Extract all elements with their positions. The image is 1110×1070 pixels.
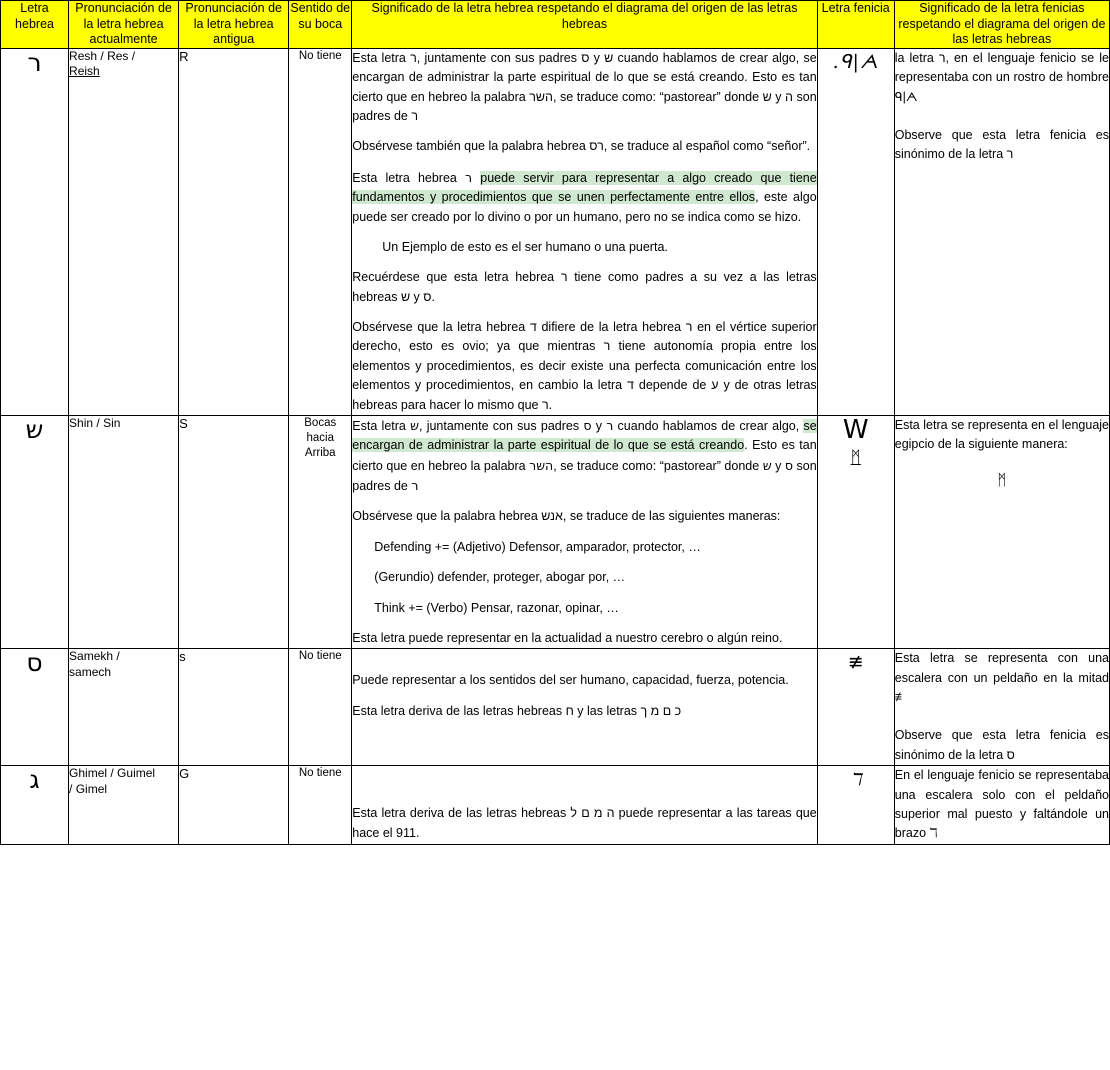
phoenician-letter-shin [817, 415, 894, 648]
phoenician-meaning-paragraph: Esta letra se representa con una escalera con un peldaño en la mitad ≢ [894, 651, 1109, 704]
phoenician-glyph: ℸ [850, 770, 862, 791]
meaning-paragraph: Puede representar a los sentidos del ser humano, capacidad, fuerza, potencia. [352, 673, 789, 688]
column-header-significado-hebrea: Significado de la letra hebrea respetando el diagrama del origen de las letras hebreas [352, 1, 817, 49]
highlighted-text: se encargan de administrar la parte espiritual de lo que se está creando [352, 418, 817, 453]
meaning-paragraph: Recuérdese que esta letra hebrea ר tiene como padres a su vez a las letras hebreas ש y ס. [352, 270, 817, 304]
pronunciation-ancient-shin: S [179, 415, 289, 648]
column-header-letra-hebrea: Letra hebrea [1, 1, 69, 49]
meaning-hebrew-shin [352, 415, 817, 648]
pronunciation-current-resh [69, 48, 179, 415]
meaning-paragraph-list-item: (Gerundio) defender, proteger, abogar por, … [374, 570, 626, 585]
pronunciation-current-shin: Shin / Sin [69, 415, 179, 648]
column-header-sentido-boca: Sentido de su boca [289, 1, 352, 49]
egyptian-glyph-display [895, 469, 1109, 492]
meaning-paragraph: Obsérvese que la letra hebrea ד difiere de la letra hebrea ר en el vértice superior derecho, esto es ovio; ya que mientras ר tiene autonomía propia entre los elementos y procedimientos, es decir existe una perfecta comunicación entre los elementos y procedimientos, en cambio la letra ד depende de ע y de otras letras hebreas para hacer lo mismo que ר. [352, 320, 817, 412]
egyptian-glyph: ᛗ [850, 448, 861, 469]
pronunciation-current-ghimel: Ghimel / Guimel / Gimel [69, 766, 179, 845]
hebrew-letter-resh: ר [1, 48, 69, 415]
hebrew-letter-samekh: ס [1, 649, 69, 766]
phoenician-glyph: W [842, 414, 869, 445]
header-row [1, 1, 1110, 49]
meaning-paragraph-example: Un Ejemplo de esto es el ser humano o una puerta. [382, 239, 668, 254]
meaning-paragraph-list-item: Defending += (Adjetivo) Defensor, amparador, protector, … [374, 539, 701, 554]
meaning-paragraph: Obsérvese que la palabra hebrea אנש, se traduce de las siguientes maneras: [352, 509, 781, 524]
phoenician-glyph: .ᑫ|ᗅ [832, 50, 879, 73]
highlighted-text: puede servir para representar a algo creado que tiene fundamentos y procedimientos que se unen perfectamente entre ellos [352, 170, 817, 205]
egyptian-glyph-text: ᛗ [997, 470, 1007, 489]
column-header-significado-fenicia: Significado de la letra fenicias respetando el diagrama del origen de las letras hebreas [894, 1, 1109, 49]
hebrew-letter-ghimel: ג [1, 766, 69, 845]
table-header [1, 1, 1110, 49]
meaning-hebrew-resh [352, 48, 817, 415]
meaning-paragraph-list-item: Think += (Verbo) Pensar, razonar, opinar, … [374, 600, 619, 615]
mouth-sense-ghimel: No tiene [289, 766, 352, 845]
phoenician-meaning-paragraph: la letra ר, en el lenguaje fenicio se le representaba con un rostro de hombre ᑫ|ᗅ [894, 50, 1109, 104]
spacer [895, 118, 1109, 126]
phoenician-letter-samekh [817, 649, 894, 766]
mouth-sense-shin: Bocas hacia Arriba [289, 415, 352, 648]
table-row [1, 415, 1110, 648]
phoenician-meaning-paragraph: Observe que esta letra fenicia es sinónimo de la letra ס [894, 728, 1109, 762]
column-header-letra-fenicia: Letra fenicia [817, 1, 894, 49]
meaning-paragraph: Obsérvese también que la palabra hebrea רס, se traduce al español como “señor”. [352, 139, 811, 154]
meaning-phoenician-shin [894, 415, 1109, 648]
table-row [1, 48, 1110, 415]
meaning-phoenician-resh [894, 48, 1109, 415]
pronunciation-ancient-samekh: s [179, 649, 289, 766]
phoenician-meaning-paragraph: Esta letra se representa en el lenguaje egipcio de la siguiente manera: [894, 417, 1109, 452]
column-header-pronunciacion-antigua: Pronunciación de la letra hebrea antigua [179, 1, 289, 49]
phoenician-meaning-paragraph: Observe que esta letra fenicia es sinónimo de la letra ר [894, 128, 1109, 162]
meaning-paragraph-highlighted: Esta letra hebrea ר puede servir para representar a algo creado que tiene fundamentos y procedimientos que se unen perfectamente entre ellos, este algo puede ser creado por lo divino o por un humano, pero no se indica como se hizo. [352, 169, 817, 224]
pronunciation-ancient-resh: R [179, 48, 289, 415]
meaning-paragraph-highlighted: Esta letra ש, juntamente con sus padres ס y ר cuando hablamos de crear algo, se encargan de administrar la parte espiritual de lo que se está creando. Esto es tan cierto que en hebreo la palabra השר, se traduce como: “pastorear” donde ש y ס son padres de ר [352, 417, 817, 493]
phoenician-letter-resh [817, 48, 894, 415]
mouth-sense-samekh: No tiene [289, 649, 352, 766]
mouth-sense-resh: No tiene [289, 48, 352, 415]
meaning-phoenician-ghimel [894, 766, 1109, 845]
spacer [895, 718, 1109, 726]
meaning-phoenician-samekh [894, 649, 1109, 766]
table-body [1, 48, 1110, 844]
pronunciation-ancient-ghimel: G [179, 766, 289, 845]
meaning-hebrew-samekh [352, 649, 817, 766]
phoenician-letter-ghimel [817, 766, 894, 845]
pronunciation-current-samekh: Samekh / samech [69, 649, 179, 766]
table-row [1, 649, 1110, 766]
meaning-hebrew-ghimel [352, 766, 817, 845]
meaning-paragraph: Esta letra ר, juntamente con sus padres ס y ש cuando hablamos de crear algo, se encargan de administrar la parte espiritual de lo que se está creando. Esto es tan cierto que en hebreo la palabra השר, se traduce como: “pastorear” donde ש y ה son padres de ר [352, 50, 817, 123]
column-header-pronunciacion-actual: Pronunciación de la letra hebrea actualmente [69, 1, 179, 49]
meaning-paragraph: Esta letra deriva de las letras hebreas ה מ ם ל puede representar a las tareas que hace el 911. [352, 806, 817, 840]
phoenician-meaning-paragraph: En el lenguaje fenicio se representaba una escalera solo con el peldaño superior mal puesto y faltándole un brazo ℸ [894, 768, 1109, 841]
meaning-paragraph: Esta letra deriva de las letras hebreas ח y las letras כ ם מ ך [352, 703, 682, 718]
pronunciation-current-text: Resh / Res / Reish [69, 48, 136, 79]
meaning-paragraph: Esta letra puede representar en la actualidad a nuestro cerebro o algún reino. [352, 630, 783, 645]
hebrew-letter-shin: ש [1, 415, 69, 648]
phoenician-glyph: ≢ [847, 651, 864, 674]
table-row [1, 766, 1110, 845]
